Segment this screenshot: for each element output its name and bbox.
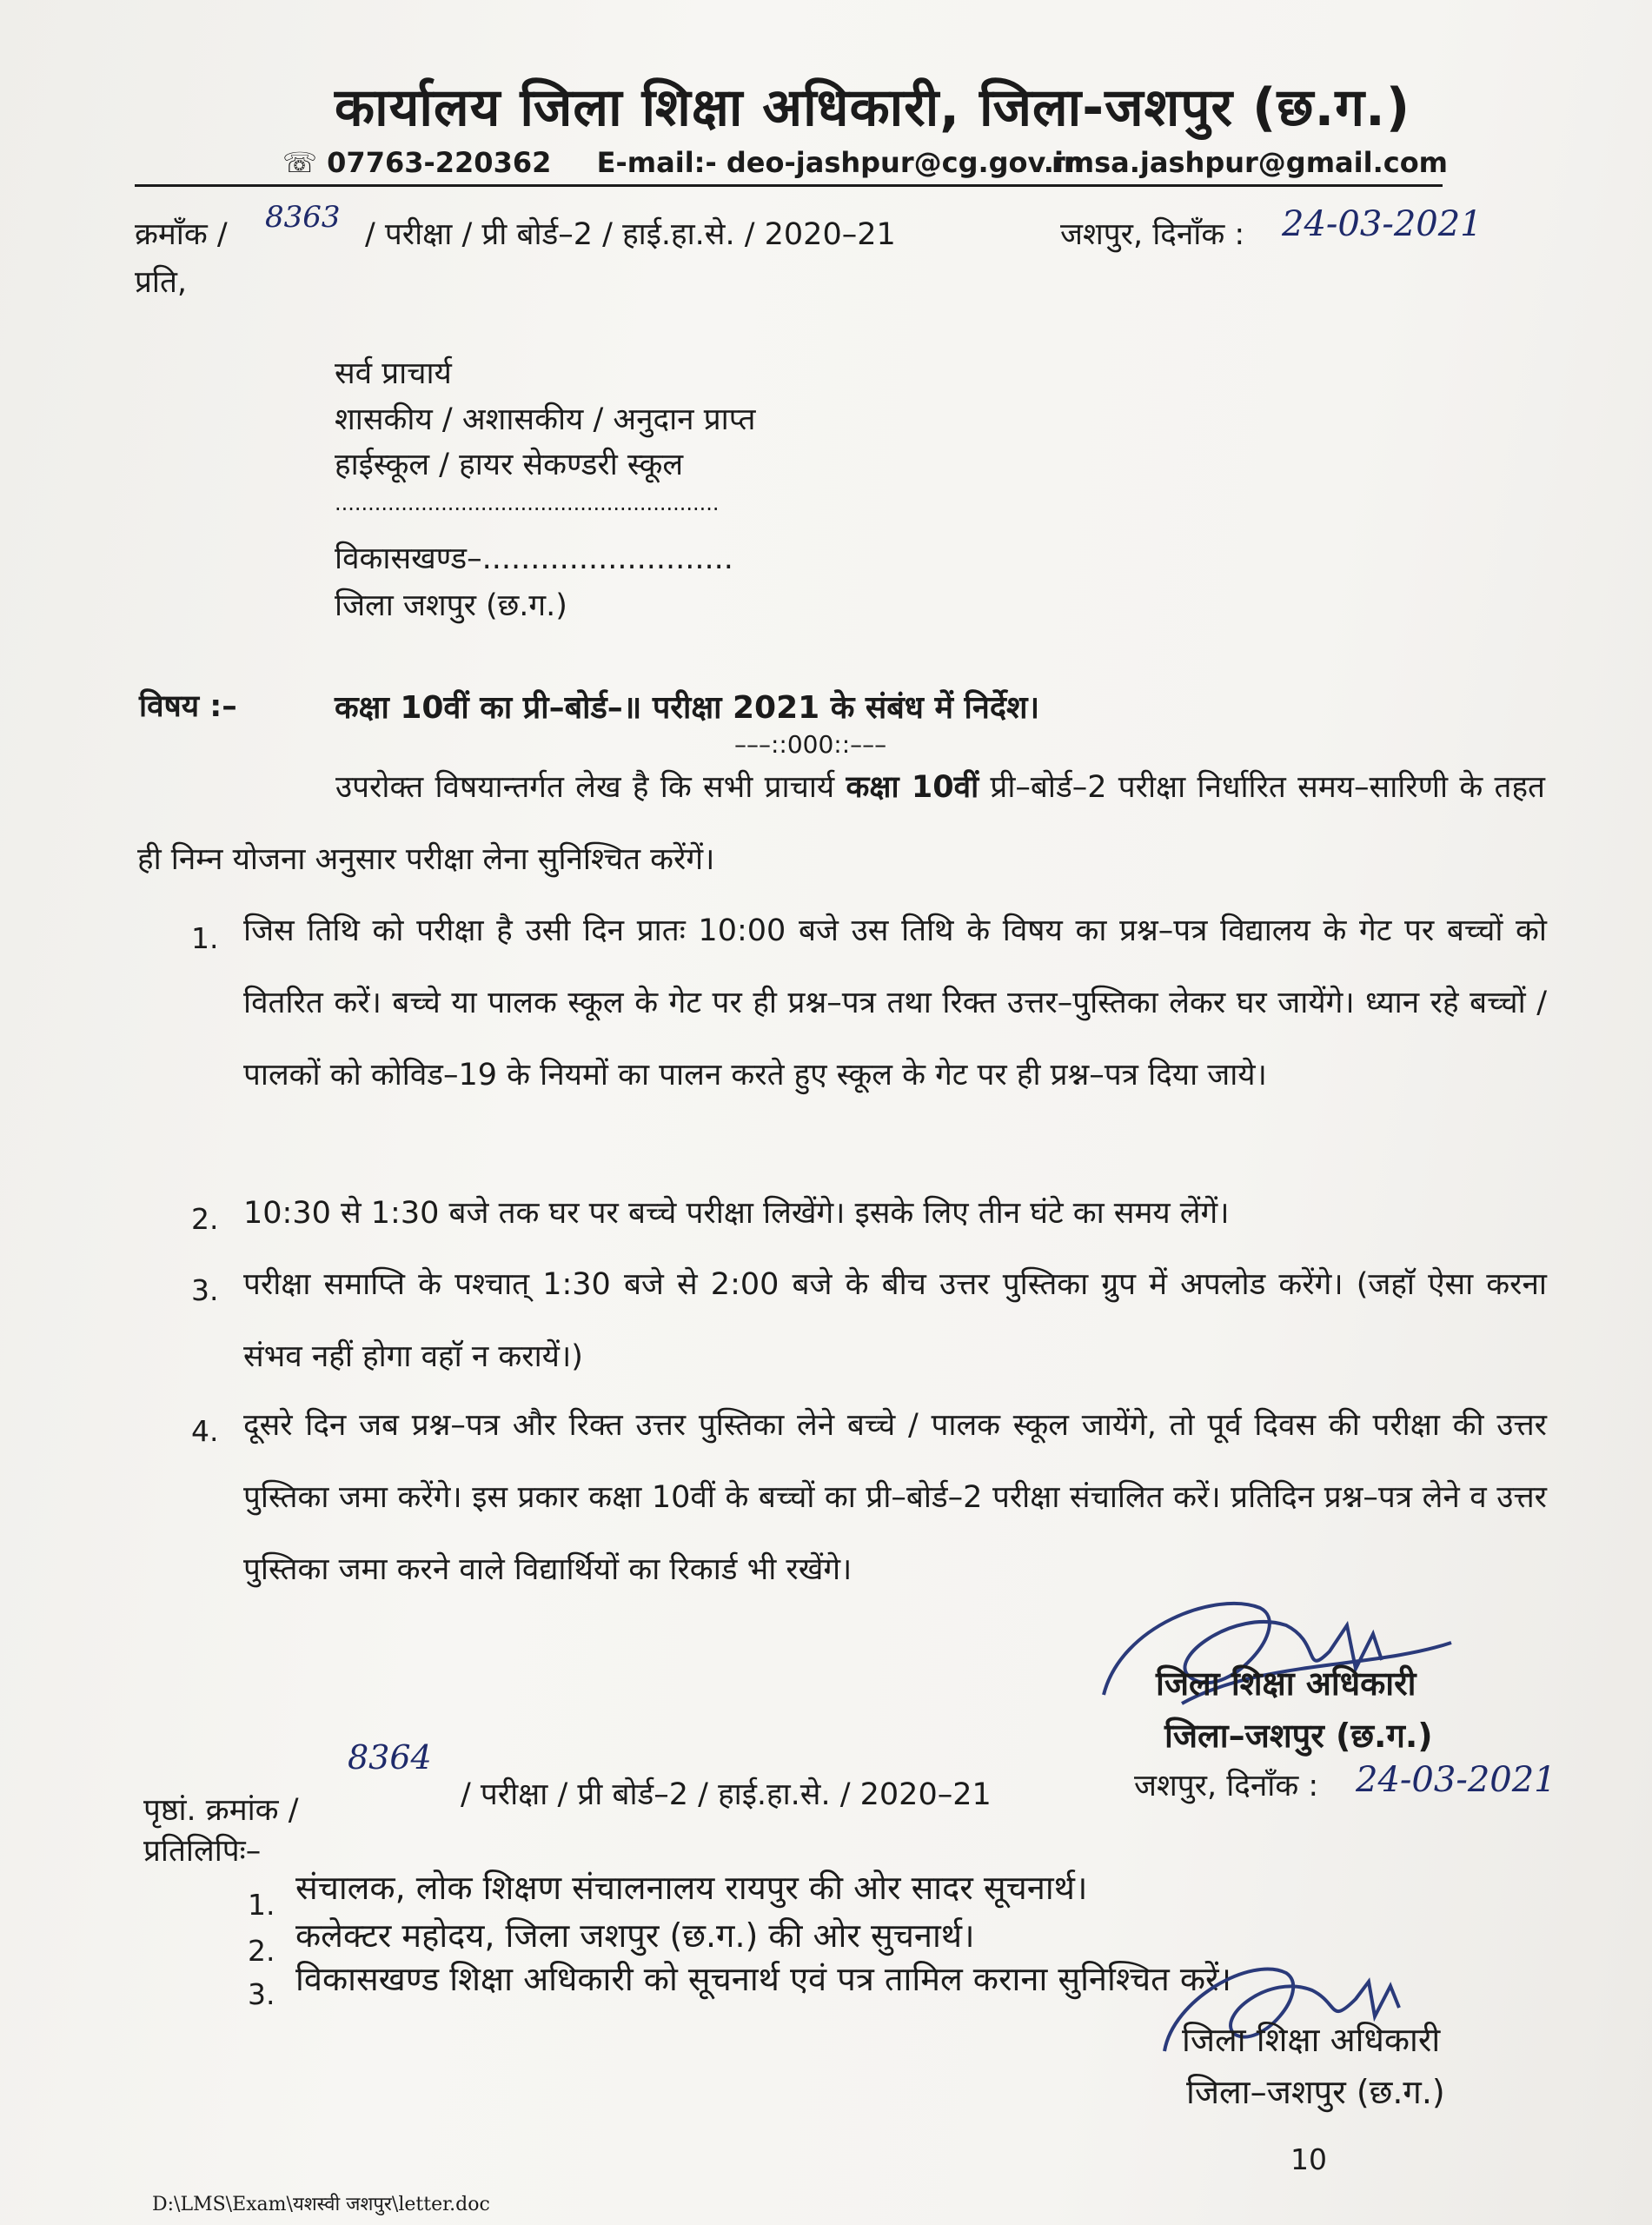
copy-number: 1. [248, 1888, 275, 1922]
contact-line [282, 146, 1084, 179]
prati: प्रति, [135, 265, 188, 300]
place-date-label: जशपुर, दिनाँक : [1060, 217, 1245, 252]
handwritten-date: 24-03-2021 [1356, 1760, 1556, 1800]
item-number: 4. [191, 1414, 219, 1448]
signatory-district: जिला–जशपुर (छ.ग.) [1164, 1717, 1433, 1755]
subject-text: कक्षा 10वीं का प्री–बोर्ड–॥ परीक्षा 2021 के संबंध में निर्देश। [335, 690, 1040, 726]
signatory-designation: जिला शिक्षा अधिकारी [1182, 2021, 1441, 2059]
copy-number: 2. [248, 1934, 275, 1968]
copy-item: संचालक, लोक शिक्षण संचालनालय रायपुर की ओर सादर सूचनार्थ। [295, 1869, 1088, 1907]
handwritten-date: 24-03-2021 [1282, 204, 1483, 244]
endorsement-label: पृष्ठां. क्रमांक / [143, 1793, 299, 1828]
item-number: 1. [191, 921, 219, 955]
addressee-blank: .......................................................... [335, 491, 720, 515]
office-title: कार्यालय जिला शिक्षा अधिकारी, जिला-जशपुर (छ.ग.) [335, 77, 1411, 138]
email-label: E-mail:- [596, 146, 717, 179]
endorsement-path: / परीक्षा / प्री बोर्ड–2 / हाई.हा.से. / 2020–21 [461, 1777, 992, 1812]
copy-number: 3. [248, 1977, 275, 2011]
subject-label: विषय :– [139, 689, 237, 724]
signatory-designation: जिला शिक्षा अधिकारी [1156, 1664, 1416, 1703]
instruction-item: परीक्षा समाप्ति के पश्चात् 1:30 बजे से 2:00 बजे के बीच उत्तर पुस्तिका ग्रुप में अपलोड करेंगे। (जहाॅ ऐसा करना संभव नहीं होगा वहाॅ न करायें।) [243, 1267, 1547, 1374]
copy-item: कलेक्टर महोदय, जिला जशपुर (छ.ग.) की ओर सुचनार्थ। [295, 1916, 975, 1955]
kramank-label: क्रमाँक / [135, 217, 228, 252]
intro-paragraph [137, 752, 1545, 896]
addressee-line: विकासखण्ड–.......................... [335, 541, 733, 576]
header-rule [135, 184, 1443, 187]
phone-icon: ☏ [282, 146, 318, 179]
addressee-line: शासकीय / अशासकीय / अनुदान प्राप्त [335, 402, 756, 437]
intro-bold: कक्षा 10वीं [846, 770, 979, 805]
place-date-label: जशपुर, दिनाँक : [1134, 1769, 1319, 1803]
handwritten-number: 8364 [348, 1738, 432, 1777]
signature-scribble [1086, 1573, 1538, 1730]
email-1: deo-jashpur@cg.gov.in [726, 146, 1084, 179]
intro-text: उपरोक्त विषयान्तर्गत लेख है कि सभी प्राचार्य [335, 770, 846, 805]
handwritten-number: 8363 [265, 200, 341, 235]
email-2: rmsa.jashpur@gmail.com [1052, 146, 1449, 179]
addressee-line: जिला जशपुर (छ.ग.) [335, 588, 567, 623]
instruction-item: दूसरे दिन जब प्रश्न–पत्र और रिक्त उत्तर पुस्तिका लेने बच्चे / पालक स्कूल जायेंगे, तो पूर्व दिवस की परीक्षा की उत्तर पुस्तिका जमा करेंगे। इस प्रकार कक्षा 10वीं के बच्चों का प्री–बोर्ड–2 परीक्षा संचालित करें। प्रतिदिन प्रश्न–पत्र लेने व उत्तर पुस्तिका जमा करने वाले विद्यार्थियों का रिकार्ड भी रखेंगे। [243, 1408, 1547, 1587]
file-path: D:\LMS\Exam\यशस्वी जशपुर\letter.doc [152, 2194, 490, 2215]
subject-separator: –––::000::––– [734, 730, 887, 759]
reference-path: / परीक्षा / प्री बोर्ड–2 / हाई.हा.से. / 2020–21 [365, 217, 896, 252]
item-number: 3. [191, 1273, 219, 1307]
page-number: 10 [1290, 2142, 1327, 2176]
signatory-district: जिला–जशपुर (छ.ग.) [1186, 2073, 1445, 2111]
addressee-line: सर्व प्राचार्य [335, 356, 452, 391]
instruction-item: जिस तिथि को परीक्षा है उसी दिन प्रातः 10:00 बजे उस तिथि के विषय का प्रश्न–पत्र विद्यालय के गेट पर बच्चों को वितरित करें। बच्चे या पालक स्कूल के गेट पर ही प्रश्न–पत्र तथा रिक्त उत्तर–पुस्तिका लेकर घर जायेंगे। ध्यान रहे बच्चों / पालकों को कोविड–19 के नियमों का पालन करते हुए स्कूल के गेट पर ही प्रश्न–पत्र दिया जाये। [243, 913, 1547, 1093]
phone-number: 07763-220362 [327, 146, 552, 179]
copy-label: प्रतिलिपिः– [143, 1834, 262, 1869]
copy-item: विकासखण्ड शिक्षा अधिकारी को सूचनार्थ एवं पत्र तामिल कराना सुनिश्चित करें। [295, 1960, 1231, 1998]
intro-text: प्री–बोर्ड–2 परीक्षा निर्धारित समय–सारिणी के तहत ही निम्न योजना अनुसार परीक्षा लेना सुनिश्चित करेंगें। [137, 770, 1545, 877]
instruction-item: 10:30 से 1:30 बजे तक घर पर बच्चे परीक्षा लिखेंगे। इसके लिए तीन घंटे का समय लेंगें। [243, 1196, 1230, 1231]
addressee-line: हाईस्कूल / हायर सेकण्डरी स्कूल [335, 448, 684, 482]
item-number: 2. [191, 1202, 219, 1236]
